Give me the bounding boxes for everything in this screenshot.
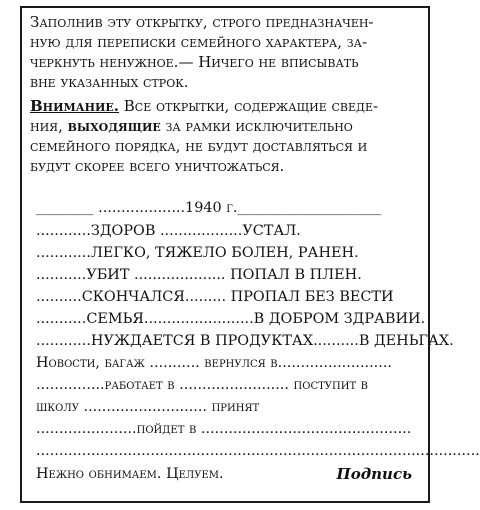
form-line-died: ..........СКОНЧАЛСЯ......... ПРОПАЛ БЕЗ ВЕСТИ [36, 289, 394, 305]
instructions-line: ную для переписки семейного характера, за- [30, 33, 368, 51]
form-line-will-go: ......................пойдет в .............................................. [36, 421, 412, 437]
instructions-line: черкнуть ненужное.— Ничего не вписывать [30, 53, 359, 71]
warning-line-4: будут скорее всего уничтожаться. [30, 157, 285, 175]
warning-line2-pre: ния, [30, 117, 68, 135]
form-line-illness: ............ЛЕГКО, ТЯЖЕЛО БОЛЕН, РАНЕН. [36, 245, 359, 261]
signature-label: Подпись [336, 465, 412, 483]
warning-line-1 [30, 96, 414, 116]
warning-paragraph [30, 96, 414, 176]
form-line-works: ...............работает в ........................ поступит в [36, 377, 369, 393]
instructions-line: Заполнив эту открытку, строго предназначен- [30, 13, 374, 31]
warning-line-2 [30, 116, 414, 136]
warning-line-3: семейного порядка, не будут доставляться и [30, 137, 368, 155]
warning-line1-rest: Все открытки, содержащие сведе- [119, 97, 379, 115]
form-line-date: ________ ...................1940 г.____________________ [36, 200, 382, 216]
warning-label: Внимание. [30, 97, 119, 115]
form-line-killed: ...........УБИТ .................... ПОПАЛ В ПЛЕН. [36, 267, 362, 283]
form-line-news: Новости, багаж ........... вернулся в......................... [36, 355, 392, 371]
form-line-needs: ............НУЖДАЕТСЯ В ПРОДУКТАХ..........В ДЕНЬГАХ. [36, 333, 454, 349]
warning-line2-post: за рамки исключительно [160, 117, 353, 135]
instructions-paragraph [30, 12, 414, 92]
instructions-line: вне указанных строк. [30, 73, 189, 91]
form-line-blank: ................................................................................................. [36, 443, 480, 459]
warning-bold-word: выходящие [67, 117, 161, 135]
form-line-closing: Нежно обнимаем. Целуем. [36, 466, 224, 482]
form-line-health: ............ЗДОРОВ ..................УСТАЛ. [36, 223, 301, 239]
form-line-school: школу ........................... принят [36, 399, 260, 415]
form-line-family: ...........СЕМЬЯ........................В ДОБРОМ ЗДРАВИИ. [36, 311, 426, 327]
